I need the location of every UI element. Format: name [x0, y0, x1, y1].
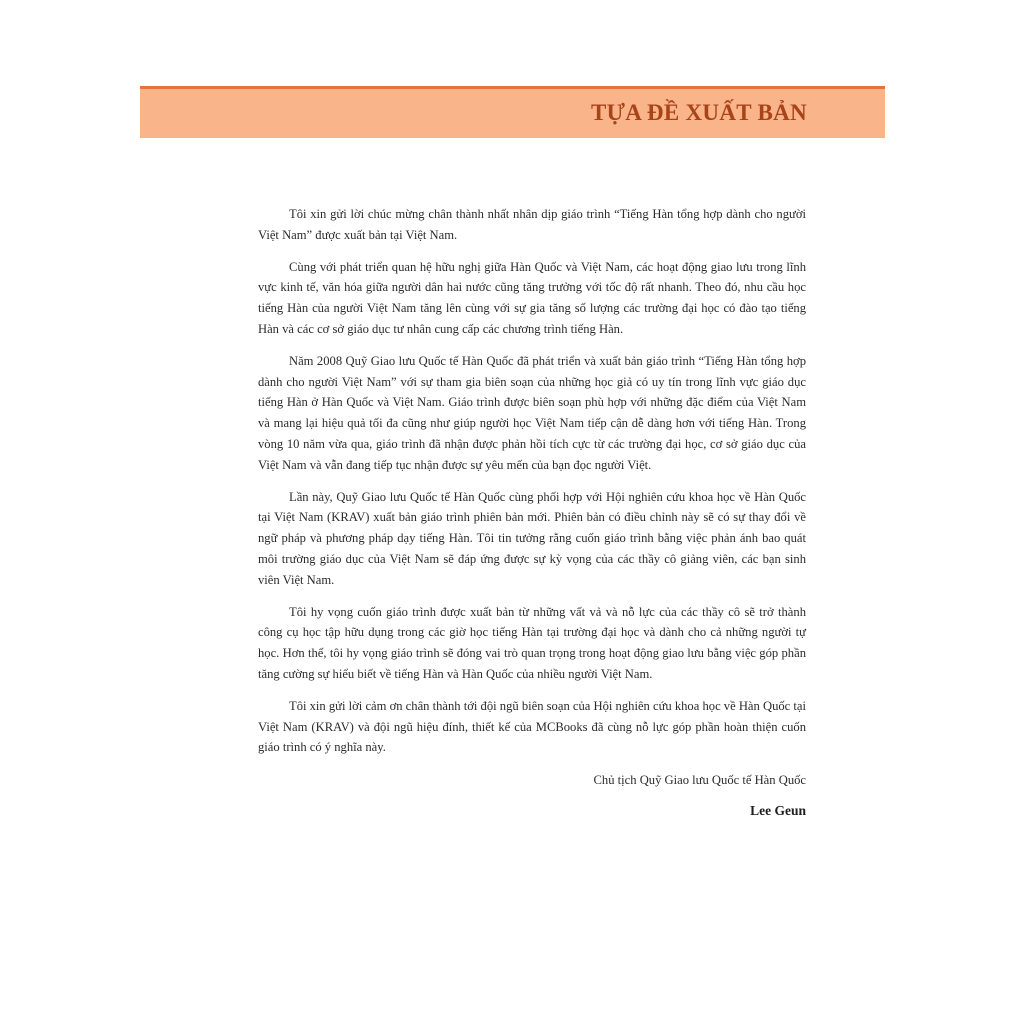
paragraph-new-edition: Lần này, Quỹ Giao lưu Quốc tế Hàn Quốc cùng phối hợp với Hội nghiên cứu khoa học về Hàn Quốc tại Việt Nam (KRAV) xuất bản giáo trình phiên bản mới. Phiên bản có điều chỉnh này sẽ có sự thay đổi về ngữ pháp và phương pháp dạy tiếng Hàn. Tôi tin tưởng rằng cuốn giáo trình bằng việc phản ánh bao quát môi trường giáo dục của Việt Nam sẽ đáp ứng được sự kỳ vọng của các thầy cô giảng viên, các bạn sinh viên Việt Nam. — [258, 489, 806, 587]
preface-body — [258, 204, 806, 821]
signature-name: Lee Geun — [750, 803, 806, 819]
paragraph-congratulations: Tôi xin gửi lời chúc mừng chân thành nhất nhân dịp giáo trình “Tiếng Hàn tổng hợp dành cho người Việt Nam” được xuất bản tại Việt Nam. — [258, 207, 806, 242]
header-band — [140, 86, 885, 138]
paragraph-hopes: Tôi hy vọng cuốn giáo trình được xuất bản từ những vất vả và nỗ lực của các thầy cô sẽ trở thành công cụ học tập hữu dụng trong các giờ học tiếng Hàn tại trường đại học và dành cho cả những người tự học. Hơn thế, tôi hy vọng giáo trình sẽ đóng vai trò quan trọng trong hoạt động giao lưu bằng việc góp phần tăng cường sự hiểu biết về tiếng Hàn và Hàn Quốc của nhiều người Việt Nam. — [258, 604, 806, 681]
page-title: TỰA ĐỀ XUẤT BẢN — [590, 100, 807, 125]
paragraph-thanks: Tôi xin gửi lời cảm ơn chân thành tới đội ngũ biên soạn của Hội nghiên cứu khoa học về Hàn Quốc tại Việt Nam (KRAV) và đội ngũ hiệu đính, thiết kế của MCBooks đã cùng nỗ lực góp phần hoàn thiện cuốn giáo trình có ý nghĩa này. — [258, 698, 806, 755]
signature-title: Chủ tịch Quỹ Giao lưu Quốc tế Hàn Quốc — [593, 773, 806, 788]
paragraph-relations: Cùng với phát triển quan hệ hữu nghị giữa Hàn Quốc và Việt Nam, các hoạt động giao lưu trong lĩnh vực kinh tế, văn hóa giữa người dân hai nước cũng tăng trưởng với tốc độ rất nhanh. Theo đó, nhu cầu học tiếng Hàn của người Việt Nam tăng lên cùng với sự gia tăng số lượng các trường đại học có đào tạo tiếng Hàn và các cơ sở giáo dục tư nhân cung cấp các chương trình tiếng Hàn. — [258, 259, 806, 336]
paragraph-history: Năm 2008 Quỹ Giao lưu Quốc tế Hàn Quốc đã phát triển và xuất bản giáo trình “Tiếng Hàn tổng hợp dành cho người Việt Nam” với sự tham gia biên soạn của những học giả có uy tín trong lĩnh vực giáo dục tiếng Hàn ở Hàn Quốc và Việt Nam. Giáo trình được biên soạn phù hợp với những đặc điểm của Việt Nam và mang lại hiệu quả tối đa cũng như giúp người học Việt Nam tiếp cận dễ dàng hơn với tiếng Hàn. Trong vòng 10 năm vừa qua, giáo trình đã nhận được phản hồi tích cực từ các trường đại học, cơ sở giáo dục của Việt Nam và vẫn đang tiếp tục nhận được sự yêu mến của bạn đọc người Việt. — [258, 353, 806, 472]
